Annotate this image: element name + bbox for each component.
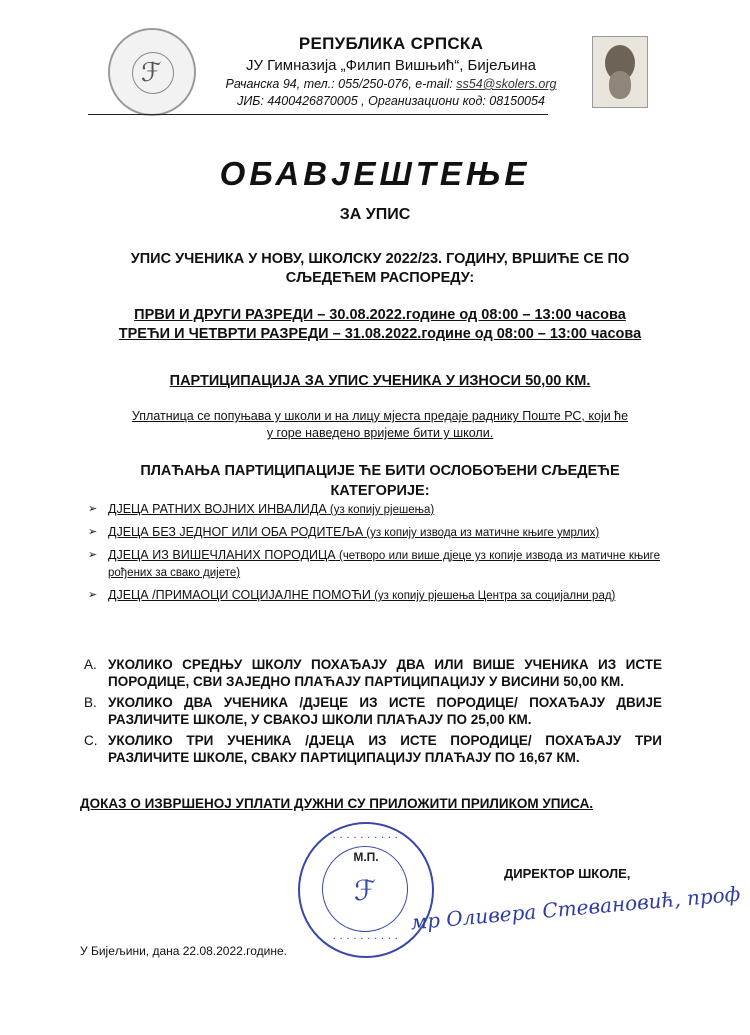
letterhead-text bbox=[206, 34, 576, 108]
category-name: ДЈЕЦА РАТНИХ ВОЈНИХ ИНВАЛИДА bbox=[108, 502, 327, 516]
document-date: У Бијељини, дана 22.08.2022.године. bbox=[80, 944, 288, 958]
school-ids: ЈИБ: 4400426870005 , Организациони код: 08150054 bbox=[237, 94, 545, 108]
category-name: ДЈЕЦА ИЗ ВИШЕЧЛАНИХ ПОРОДИЦА bbox=[108, 548, 336, 562]
school-name: ЈУ Гимназија „Филип Вишњић“, Бијељина bbox=[245, 57, 537, 74]
list-item bbox=[84, 656, 662, 690]
exemption-heading-line-2: КАТЕГОРИЈЕ: bbox=[330, 483, 430, 499]
list-item bbox=[84, 694, 662, 728]
stamp-ring-text-bottom: · · · · · · · · · · bbox=[333, 934, 399, 943]
arrow-bullet-icon: ➢ bbox=[88, 549, 98, 561]
category-note: (четворо или више дјеце уз копије извода из матичне књиге рођених за свако дијете) bbox=[108, 550, 660, 579]
school-address bbox=[206, 77, 576, 91]
stamp-ring-text-top: · · · · · · · · · · bbox=[333, 833, 399, 842]
category-note: (уз копију рјешења Центра за социјални рад) bbox=[370, 590, 616, 602]
exemption-heading bbox=[110, 461, 650, 501]
crest-emblem-icon: ℱ bbox=[141, 58, 162, 88]
category-note: (уз копију рјешења) bbox=[326, 504, 435, 516]
category-note: (уз копију извода из матичне књиге умрлих) bbox=[363, 527, 600, 539]
official-stamp bbox=[298, 822, 434, 958]
list-item bbox=[88, 547, 660, 581]
director-signature: мр Оливера Стевановић, проф bbox=[409, 881, 742, 935]
portrait-beard bbox=[609, 71, 631, 99]
intro-line-1: УПИС УЧЕНИКА У НОВУ, ШКОЛСКУ 2022/23. ГОДИНУ, ВРШИЋЕ СЕ ПО bbox=[130, 251, 630, 267]
fee-statement: ПАРТИЦИПАЦИЈА ЗА УПИС УЧЕНИКА У ИЗНОСИ 50,00 КМ. bbox=[169, 373, 591, 389]
portrait-image bbox=[592, 36, 648, 108]
payment-note-line-1: Уплатница се попуњава у школи и на лицу мјеста предаје раднику Поште РС, који ће bbox=[131, 409, 629, 423]
rule-marker: С. bbox=[84, 733, 98, 748]
schedule-line-1: ПРВИ И ДРУГИ РАЗРЕДИ – 30.08.2022.године од 08:00 – 13:00 часова bbox=[134, 307, 626, 323]
rule-marker: В. bbox=[84, 695, 97, 710]
payment-note-line-2: у горе наведено вријеме бити у школи. bbox=[266, 426, 494, 440]
category-name: ДЈЕЦА БЕЗ ЈЕДНОГ ИЛИ ОБА РОДИТЕЉА bbox=[108, 525, 364, 539]
proof-of-payment-note: ДОКАЗ О ИЗВРШЕНОЈ УПЛАТИ ДУЖНИ СУ ПРИЛОЖИТИ ПРИЛИКОМ УПИСА. bbox=[80, 796, 594, 811]
stamp-emblem-icon: ℱ bbox=[354, 874, 377, 907]
school-crest-logo bbox=[108, 28, 196, 116]
arrow-bullet-icon: ➢ bbox=[88, 503, 98, 515]
school-email-link[interactable]: ss54@skolers.org bbox=[456, 77, 557, 91]
document-subtitle: ЗА УПИС bbox=[339, 206, 411, 223]
category-name: ДЈЕЦА /ПРИМАОЦИ СОЦИЈАЛНЕ ПОМОЋИ bbox=[108, 588, 371, 602]
arrow-bullet-icon: ➢ bbox=[88, 589, 98, 601]
payment-note bbox=[90, 408, 670, 442]
stamp-mp-label: М.П. bbox=[353, 850, 379, 864]
list-item bbox=[88, 501, 660, 518]
address-text: Рачанска 94, тел.: 055/250-076, e-mail: bbox=[225, 77, 457, 91]
header-divider bbox=[88, 114, 548, 115]
schedule-block bbox=[80, 306, 680, 344]
rule-text: УКОЛИКО ДВА УЧЕНИКА /ДЈЕЦЕ ИЗ ИСТЕ ПОРОДИЦЕ/ ПОХАЂАЈУ ДВИЈЕ РАЗЛИЧИТЕ ШКОЛЕ, У СВАКОЈ ШКОЛИ ПЛАЋАЈУ ПО 25,00 КМ. bbox=[108, 695, 662, 727]
schedule-line-2: ТРЕЋИ И ЧЕТВРТИ РАЗРЕДИ – 31.08.2022.године од 08:00 – 13:00 часова bbox=[118, 326, 642, 342]
arrow-bullet-icon: ➢ bbox=[88, 526, 98, 538]
document-title: ОБАВЈЕШТЕЊЕ bbox=[219, 155, 531, 192]
intro-line-2: СЉЕДЕЋЕМ РАСПОРЕДУ: bbox=[285, 270, 475, 286]
rule-text: УКОЛИКО ТРИ УЧЕНИКА /ДЈЕЦА ИЗ ИСТЕ ПОРОДИЦЕ/ ПОХАЂАЈУ ТРИ РАЗЛИЧИТЕ ШКОЛЕ, СВАКУ ПАРТИЦИПАЦИЈУ ПЛАЋАЈУ ПО 16,67 КМ. bbox=[108, 733, 662, 765]
exemption-list bbox=[88, 501, 660, 610]
list-item bbox=[88, 587, 660, 604]
list-item bbox=[88, 524, 660, 541]
rule-marker: А. bbox=[84, 657, 97, 672]
director-label: ДИРЕКТОР ШКОЛЕ, bbox=[504, 866, 631, 881]
rule-text: УКОЛИКО СРЕДЊУ ШКОЛУ ПОХАЂАЈУ ДВА ИЛИ ВИШЕ УЧЕНИКА ИЗ ИСТЕ ПОРОДИЦЕ, СВИ ЗАЈЕДНО ПЛАЋАЈУ ПАРТИЦИПАЦИЈУ У ВИСИНИ 50,00 КМ. bbox=[108, 657, 662, 689]
republic-name: РЕПУБЛИКА СРПСКА bbox=[298, 34, 484, 53]
payment-rules-list bbox=[84, 656, 662, 770]
intro-paragraph bbox=[80, 250, 680, 288]
list-item bbox=[84, 732, 662, 766]
exemption-heading-line-1: ПЛАЋАЊА ПАРТИЦИПАЦИЈЕ ЋЕ БИТИ ОСЛОБОЂЕНИ СЉЕДЕЋЕ bbox=[140, 463, 620, 479]
